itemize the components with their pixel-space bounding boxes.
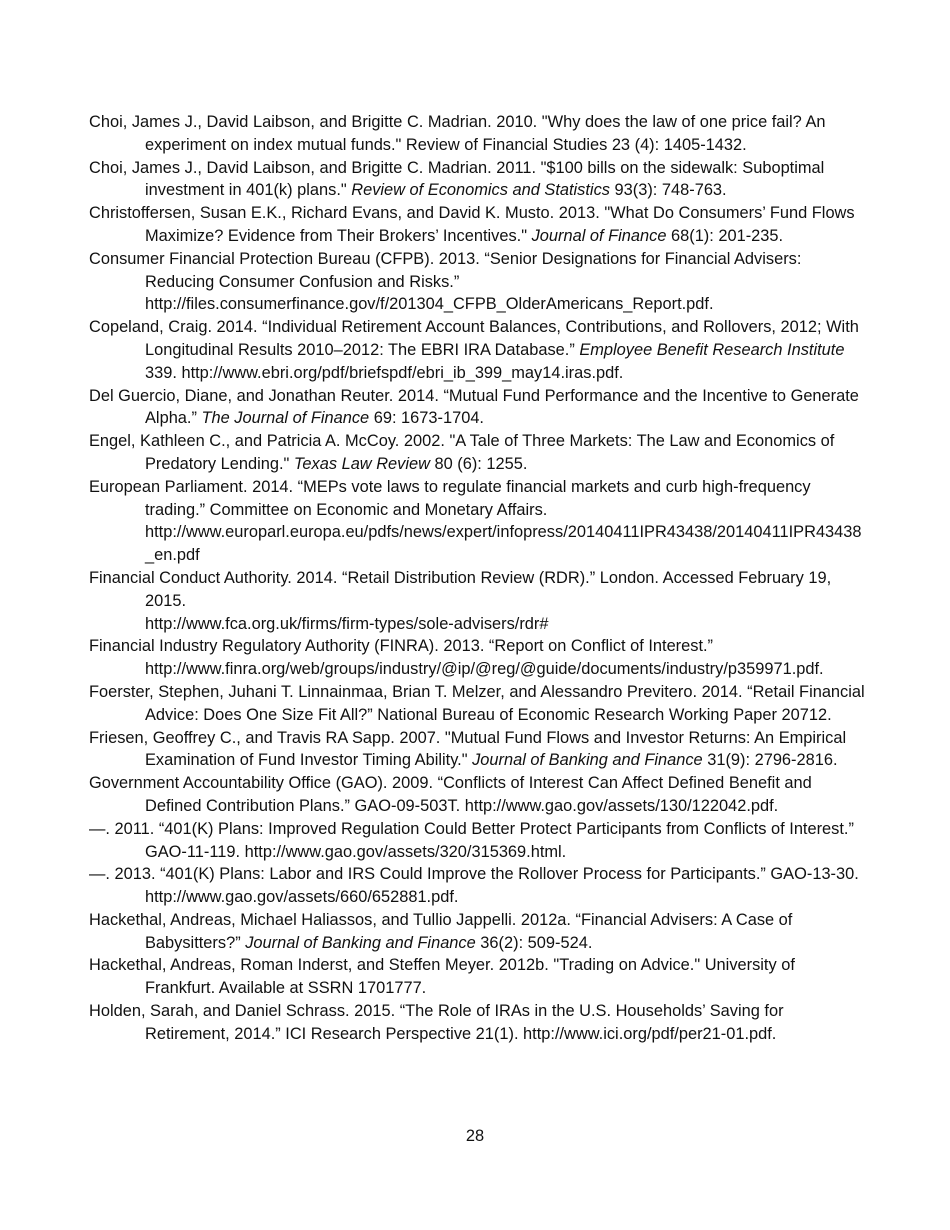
reference-url[interactable]: http://www.europarl.europa.eu/pdfs/news/expert/infopress/20140411IPR43438/20140411IPR43438_en.pdf: [145, 523, 862, 565]
reference-text: Hackethal, Andreas, Michael Haliassos, and Tullio Jappelli. 2012a. “Financial Advisers: A Case of Babysitters?”: [89, 910, 793, 952]
reference-journal-title: Journal of Banking and Finance: [472, 751, 703, 770]
reference-text: Choi, James J., David Laibson, and Brigitte C. Madrian. 2010. "Why does the law of one price fail? An experiment on index mutual funds." Review of Financial Studies 23 (4): 1405-1432.: [89, 113, 826, 154]
reference-journal-title: Journal of Finance: [531, 226, 667, 245]
reference-list: [89, 111, 867, 1046]
reference-url[interactable]: http://www.fca.org.uk/firms/firm-types/sole-advisers/rdr#: [145, 614, 549, 633]
reference-url[interactable]: http://www.finra.org/web/groups/industry/@ip/@reg/@guide/documents/industry/p359971.pdf.: [145, 660, 824, 679]
reference-text: —. 2013. “401(K) Plans: Labor and IRS Could Improve the Rollover Process for Participants.” GAO-13-30. http://www.gao.gov/assets/660/652881.pdf.: [89, 865, 859, 907]
reference-text: 93(3): 748-763.: [609, 181, 727, 200]
reference-entry: [89, 635, 867, 681]
reference-entry: [89, 316, 867, 384]
page-number: 28: [465, 1127, 485, 1145]
reference-text: Christoffersen, Susan E.K., Richard Evans, and David K. Musto. 2013. "What Do Consumers’ Fund Flows Maximize? Evidence from Their Brokers’ Incentives.": [89, 204, 855, 245]
reference-text: Copeland, Craig. 2014. “Individual Retirement Account Balances, Contributions, and Rollovers, 2012; With Longitudinal Results 2010–2012: The EBRI IRA Database.”: [89, 318, 859, 359]
reference-entry: [89, 385, 867, 431]
reference-entry: [89, 727, 867, 773]
reference-text: European Parliament. 2014. “MEPs vote laws to regulate financial markets and curb high-frequency trading.” Committee on Economic and Monetary Affairs.: [89, 477, 811, 519]
reference-text: 69: 1673-1704.: [369, 409, 484, 428]
reference-entry: [89, 157, 867, 203]
reference-text: Financial Conduct Authority. 2014. “Retail Distribution Review (RDR).” London. Accessed February 19, 2015.: [89, 568, 832, 610]
reference-journal-title: Employee Benefit Research Institute: [579, 340, 845, 359]
reference-text: 31(9): 2796-2816.: [702, 751, 838, 770]
reference-text: Engel, Kathleen C., and Patricia A. McCoy. 2002. "A Tale of Three Markets: The Law and Economics of Predatory Lending.": [89, 432, 835, 473]
reference-text: Hackethal, Andreas, Roman Inderst, and Steffen Meyer. 2012b. "Trading on Advice." University of Frankfurt. Available at SSRN 1701777.: [89, 956, 795, 998]
reference-entry: [89, 1000, 867, 1046]
reference-text: Del Guercio, Diane, and Jonathan Reuter. 2014. “Mutual Fund Performance and the Incentive to Generate Alpha.”: [89, 386, 859, 428]
reference-entry: [89, 818, 867, 864]
reference-text: 80 (6): 1255.: [429, 454, 528, 473]
reference-entry: [89, 772, 867, 818]
reference-entry: [89, 567, 867, 635]
reference-entry: [89, 111, 867, 157]
reference-entry: [89, 430, 867, 476]
reference-entry: [89, 248, 867, 316]
reference-text: 36(2): 509-524.: [475, 933, 593, 952]
reference-text: 339. http://www.ebri.org/pdf/briefspdf/ebri_ib_399_may14.iras.pdf.: [145, 363, 624, 382]
reference-text: Financial Industry Regulatory Authority (FINRA). 2013. “Report on Conflict of Interest.”: [89, 637, 714, 656]
reference-text: Government Accountability Office (GAO). 2009. “Conflicts of Interest Can Affect Defined Benefit and Defined Contribution Plans.” GAO-09-503T. http://www.gao.gov/assets/130/122042.pdf.: [89, 774, 812, 815]
reference-text: Friesen, Geoffrey C., and Travis RA Sapp. 2007. "Mutual Fund Flows and Investor Returns: An Empirical Examination of Fund Investor Timing Ability.": [89, 728, 847, 770]
reference-entry: [89, 202, 867, 248]
reference-text: Consumer Financial Protection Bureau (CFPB). 2013. “Senior Designations for Financial Advisers: Reducing Consumer Confusion and Risks.”: [89, 249, 802, 291]
reference-entry: [89, 863, 867, 909]
reference-url[interactable]: http://files.consumerfinance.gov/f/201304_CFPB_OlderAmericans_Report.pdf.: [145, 295, 714, 314]
reference-journal-title: The Journal of Finance: [201, 409, 370, 428]
reference-entry: [89, 954, 867, 1000]
reference-entry: [89, 909, 867, 955]
reference-text: Holden, Sarah, and Daniel Schrass. 2015. “The Role of IRAs in the U.S. Households’ Saving for Retirement, 2014.” ICI Research Perspective 21(1). http://www.ici.org/pdf/per21-01.pdf.: [89, 1002, 784, 1043]
reference-journal-title: Journal of Banking and Finance: [245, 933, 476, 952]
reference-text: 68(1): 201-235.: [666, 226, 784, 245]
reference-text: Foerster, Stephen, Juhani T. Linnainmaa, Brian T. Melzer, and Alessandro Previtero. 2014. “Retail Financial Advice: Does One Size Fit All?” National Bureau of Economic Research Working Paper 20712.: [89, 682, 865, 724]
reference-entry: [89, 476, 867, 567]
reference-text: Choi, James J., David Laibson, and Brigitte C. Madrian. 2011. "$100 bills on the sidewalk: Suboptimal investment in 401(k) plans.": [89, 158, 825, 200]
reference-journal-title: Review of Economics and Statistics: [351, 181, 610, 200]
reference-journal-title: Texas Law Review: [293, 454, 430, 473]
reference-text: —. 2011. “401(K) Plans: Improved Regulation Could Better Protect Participants from Conflicts of Interest.” GAO-11-119. http://www.gao.gov/assets/320/315369.html.: [89, 819, 854, 861]
reference-entry: [89, 681, 867, 727]
